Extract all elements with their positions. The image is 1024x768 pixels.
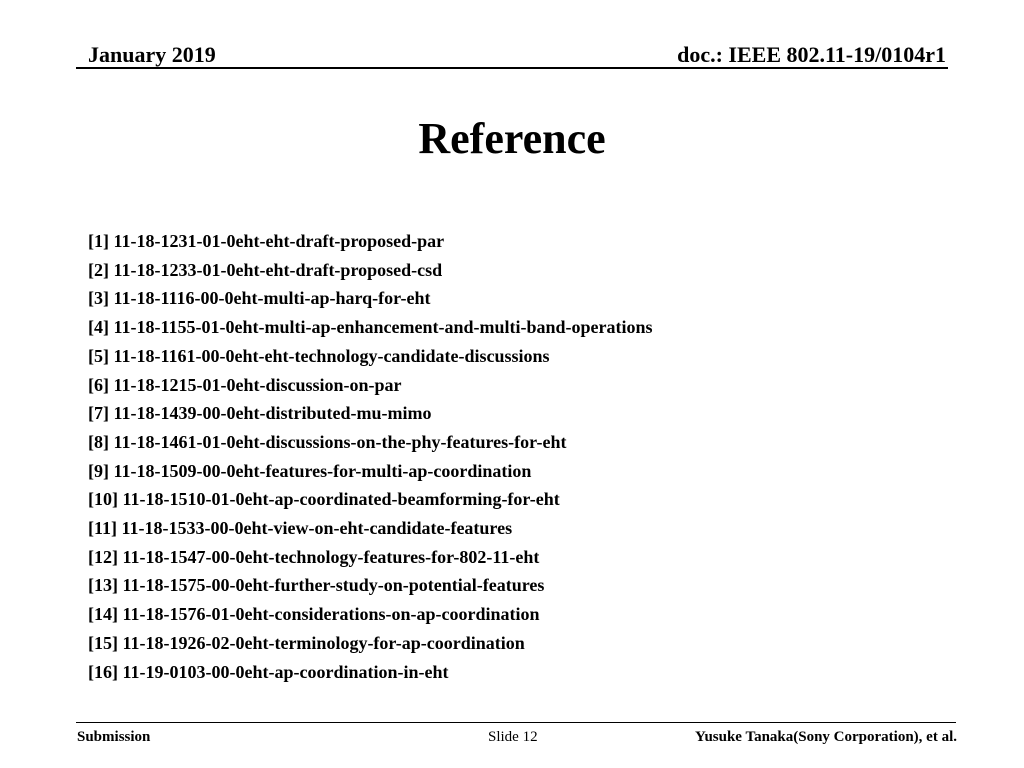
reference-item: [2] 11-18-1233-01-0eht-eht-draft-proposed-csd <box>88 259 443 280</box>
reference-list <box>88 227 653 686</box>
reference-item: [1] 11-18-1231-01-0eht-eht-draft-proposed-par <box>88 231 445 251</box>
header-date: January 2019 <box>88 42 216 67</box>
slide-title: Reference <box>418 114 606 163</box>
reference-item: [10] 11-18-1510-01-0eht-ap-coordinated-beamforming-for-eht <box>88 489 560 510</box>
reference-item: [3] 11-18-1116-00-0eht-multi-ap-harq-for-eht <box>88 288 431 309</box>
reference-item: [15] 11-18-1926-02-0eht-terminology-for-ap-coordination <box>88 632 525 653</box>
footer-submission-label: Submission <box>77 729 151 745</box>
reference-item: [7] 11-18-1439-00-0eht-distributed-mu-mimo <box>88 403 432 424</box>
header-divider <box>76 67 948 69</box>
reference-item: [4] 11-18-1155-01-0eht-multi-ap-enhancement-and-multi-band-operations <box>88 317 653 338</box>
reference-item: [12] 11-18-1547-00-0eht-technology-features-for-802-11-eht <box>88 546 540 567</box>
reference-item: [16] 11-19-0103-00-0eht-ap-coordination-in-eht <box>88 661 449 682</box>
reference-item: [14] 11-18-1576-01-0eht-considerations-on-ap-coordination <box>88 604 540 625</box>
footer-divider <box>76 722 956 723</box>
footer-author: Yusuke Tanaka(Sony Corporation), et al. <box>694 729 957 745</box>
reference-item: [9] 11-18-1509-00-0eht-features-for-multi-ap-coordination <box>88 460 532 481</box>
reference-item: [8] 11-18-1461-01-0eht-discussions-on-the-phy-features-for-eht <box>88 431 567 452</box>
reference-item: [5] 11-18-1161-00-0eht-eht-technology-candidate-discussions <box>88 345 550 366</box>
reference-item: [11] 11-18-1533-00-0eht-view-on-eht-candidate-features <box>88 518 513 539</box>
reference-item: [6] 11-18-1215-01-0eht-discussion-on-par <box>88 374 402 395</box>
document-id: doc.: IEEE 802.11-19/0104r1 <box>677 42 946 67</box>
reference-item: [13] 11-18-1575-00-0eht-further-study-on-potential-features <box>88 575 545 596</box>
footer-slide-number: Slide 12 <box>488 729 538 745</box>
